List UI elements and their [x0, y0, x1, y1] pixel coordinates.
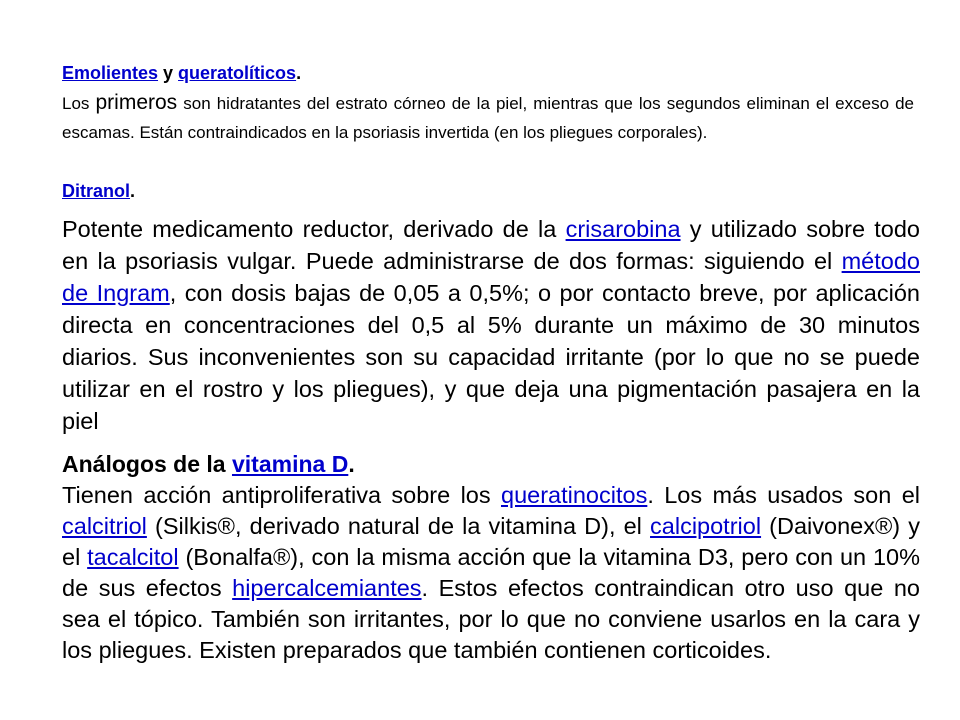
- heading-text: Análogos de la: [62, 451, 232, 477]
- heading-ditranol: [62, 180, 914, 202]
- heading-period: .: [296, 63, 302, 83]
- paragraph-text: Potente medicamento reductor, derivado de la: [62, 216, 566, 242]
- paragraph-text: son hidratantes del estrato córneo de la piel, mientras que los segundos eliminan el exceso de escamas. Están contraindicados en la psoriasis invertida (en los pliegues corporales).: [62, 94, 914, 142]
- heading-emolientes: [62, 62, 914, 84]
- link-ditranol[interactable]: Ditranol: [62, 181, 131, 201]
- paragraph-text: , con dosis bajas de 0,05 a 0,5%; o por contacto breve, por aplicación directa en concentraciones del 0,5 al 5% durante un máximo de 30 minutos diarios. Sus inconvenientes son su capacidad irritante (por lo que no se puede utilizar en el rostro y los pliegues), y que deja una pigmentación pasajera en la piel: [62, 280, 920, 434]
- paragraph-text-large: primeros: [95, 91, 178, 114]
- link-vitamina-d[interactable]: vitamina D: [231, 451, 349, 477]
- paragraph-ditranol: [62, 213, 920, 437]
- paragraph-vitamina-d: [62, 480, 920, 666]
- heading-vitamina-d: [62, 449, 920, 479]
- link-queratinocitos[interactable]: queratinocitos: [501, 482, 648, 508]
- heading-period: .: [130, 181, 136, 201]
- link-crisarobina[interactable]: crisarobina: [565, 216, 681, 242]
- link-tacalcitol[interactable]: tacalcitol: [87, 544, 179, 570]
- heading-period: .: [348, 451, 355, 477]
- link-calcitriol[interactable]: calcitriol: [62, 513, 147, 539]
- paragraph-text: . Los más usados son el: [647, 482, 920, 508]
- paragraph-text: (Daivonex®) y el: [62, 513, 920, 570]
- paragraph-text: (Silkis®, derivado natural de la vitamina D), el: [146, 513, 651, 539]
- link-hipercalcemiantes[interactable]: hipercalcemiantes: [232, 575, 422, 601]
- paragraph-text: . Estos efectos contraindican otro uso que no sea el tópico. También son irritantes, por lo que no conviene usarlos en la cara y los pliegues. Existen preparados que también contienen corticoides.: [62, 575, 920, 663]
- link-metodo-ingram[interactable]: método de Ingram: [62, 248, 920, 306]
- link-emolientes[interactable]: Emolientes: [62, 63, 159, 83]
- heading-connector: y: [158, 63, 179, 83]
- paragraph-text: Los: [62, 94, 96, 113]
- paragraph-text: y utilizado sobre todo en la psoriasis vulgar. Puede administrarse de dos formas: siguiendo el: [62, 216, 921, 274]
- link-calcipotriol[interactable]: calcipotriol: [650, 513, 762, 539]
- paragraph-text: Tienen acción antiproliferativa sobre los: [62, 482, 501, 508]
- link-queratoliticos[interactable]: queratolíticos: [178, 63, 297, 83]
- paragraph-text: (Bonalfa®), con la misma acción que la vitamina D3, pero con un 10% de sus efectos: [62, 544, 920, 601]
- paragraph-emolientes: [62, 88, 914, 147]
